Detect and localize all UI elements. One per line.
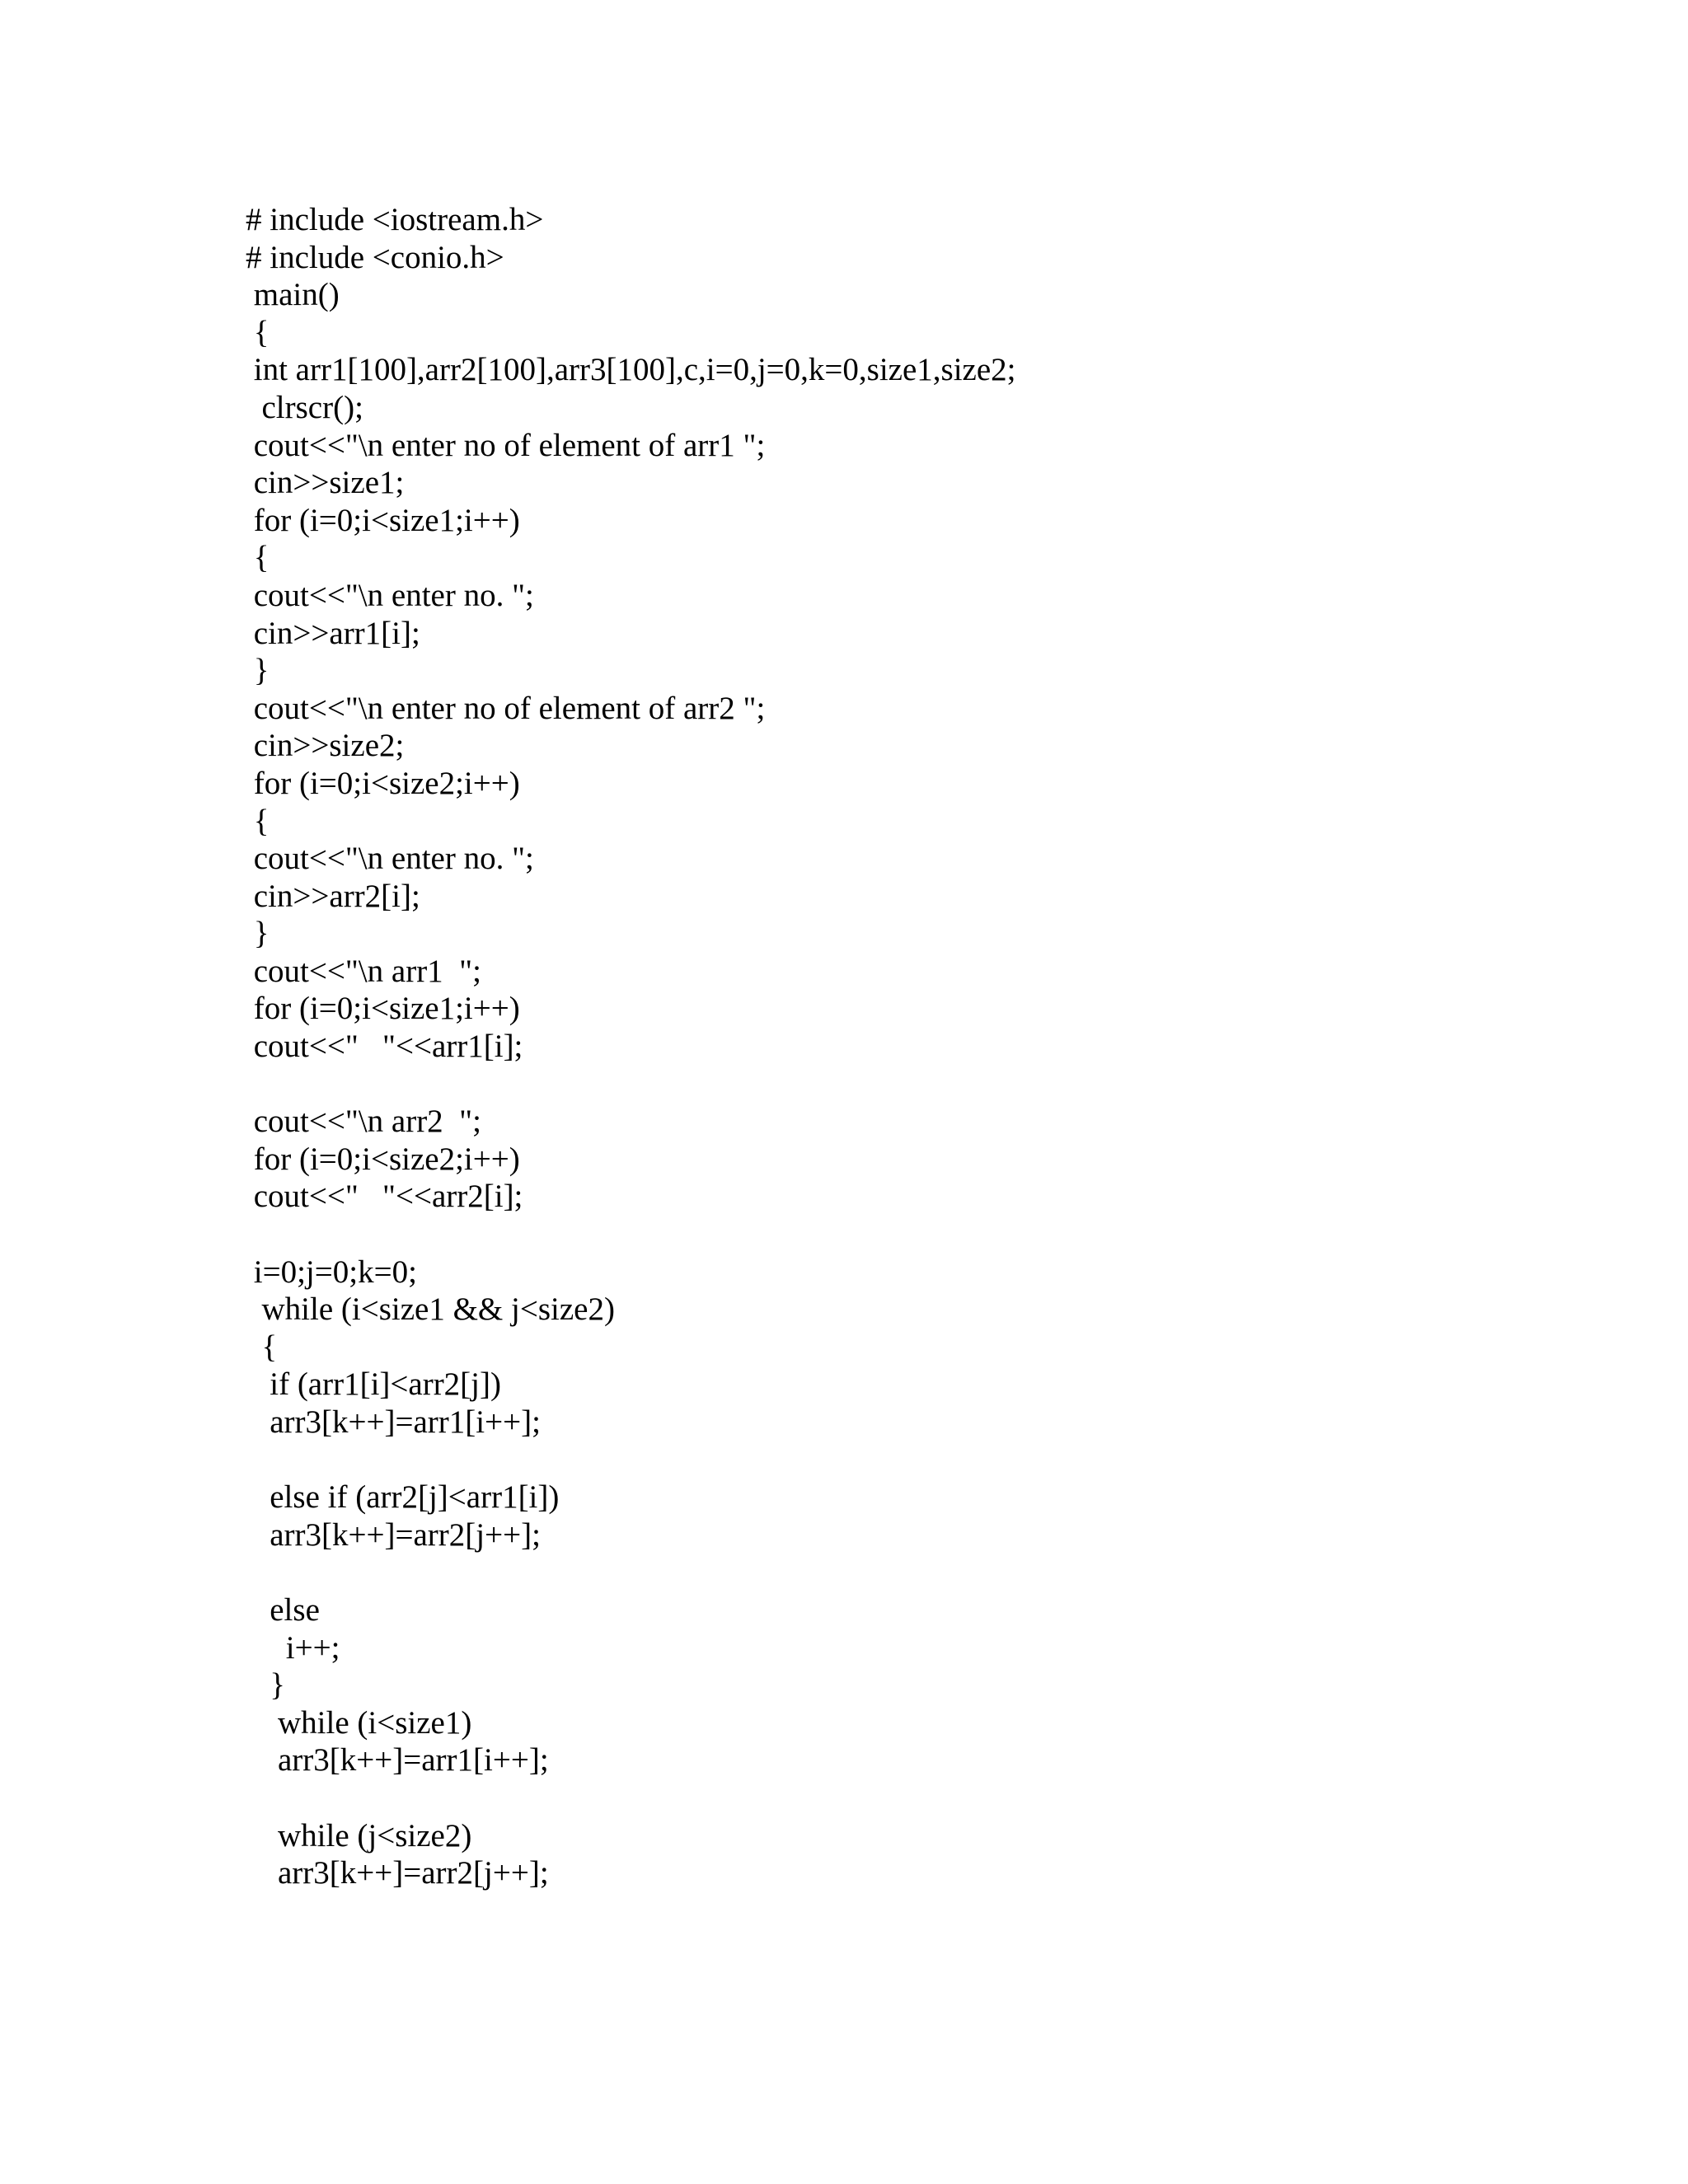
code-line: if (arr1[i]<arr2[j]) <box>246 1366 501 1403</box>
code-line: arr3[k++]=arr2[j++]; <box>246 1855 549 1891</box>
code-line: cout<<" "<<arr2[i]; <box>246 1179 523 1215</box>
code-line: arr3[k++]=arr1[i++]; <box>246 1404 541 1440</box>
code-line <box>246 1554 1016 1591</box>
code-line: else if (arr2[j]<arr1[i]) <box>246 1479 560 1516</box>
code-line: clrscr(); <box>246 389 363 425</box>
code-line: # include <conio.h> <box>246 239 504 275</box>
code-line: } <box>246 1667 285 1704</box>
code-line <box>246 1066 1016 1104</box>
code-line: # include <iostream.h> <box>246 202 544 237</box>
code-line: arr3[k++]=arr2[j++]; <box>246 1516 541 1553</box>
code-line: int arr1[100],arr2[100],arr3[100],c,i=0,j=0,k=0,size1,size2; <box>246 352 1016 388</box>
code-line: cin>>size1; <box>246 465 405 501</box>
code-line: cout<<"\n arr2 "; <box>246 1104 481 1140</box>
code-line <box>246 1441 1016 1479</box>
source-code-block <box>246 201 1016 1892</box>
code-line: for (i=0;i<size1;i++) <box>246 502 520 538</box>
code-line <box>246 1216 1016 1254</box>
code-line: arr3[k++]=arr1[i++]; <box>246 1742 549 1779</box>
code-line: } <box>246 916 270 952</box>
code-line: for (i=0;i<size1;i++) <box>246 991 520 1027</box>
code-line: main() <box>246 277 340 313</box>
code-line: { <box>246 540 270 576</box>
code-line: cout<<"\n enter no. "; <box>246 841 534 877</box>
code-line: { <box>246 314 270 350</box>
code-line: i=0;j=0;k=0; <box>246 1254 417 1290</box>
code-line: cin>>size2; <box>246 728 405 764</box>
code-line: cout<<"\n enter no of element of arr1 "; <box>246 427 766 463</box>
code-line: { <box>246 803 270 839</box>
code-line <box>246 1779 1016 1817</box>
code-line: while (i<size1 && j<size2) <box>246 1291 615 1328</box>
code-line: { <box>246 1329 278 1365</box>
code-line: } <box>246 653 270 689</box>
code-line: for (i=0;i<size2;i++) <box>246 1141 520 1177</box>
code-line: cin>>arr2[i]; <box>246 878 420 914</box>
code-line: while (i<size1) <box>246 1704 472 1741</box>
code-line: else <box>246 1591 320 1628</box>
code-line: cout<<"\n enter no of element of arr2 "; <box>246 690 766 726</box>
code-line: for (i=0;i<size2;i++) <box>246 765 520 801</box>
code-line: cout<<"\n arr1 "; <box>246 953 481 989</box>
code-line: cout<<" "<<arr1[i]; <box>246 1029 523 1065</box>
code-line: i++; <box>246 1629 340 1666</box>
code-line: cout<<"\n enter no. "; <box>246 577 534 613</box>
code-line: while (j<size2) <box>246 1817 472 1854</box>
code-line: cin>>arr1[i]; <box>246 615 420 651</box>
